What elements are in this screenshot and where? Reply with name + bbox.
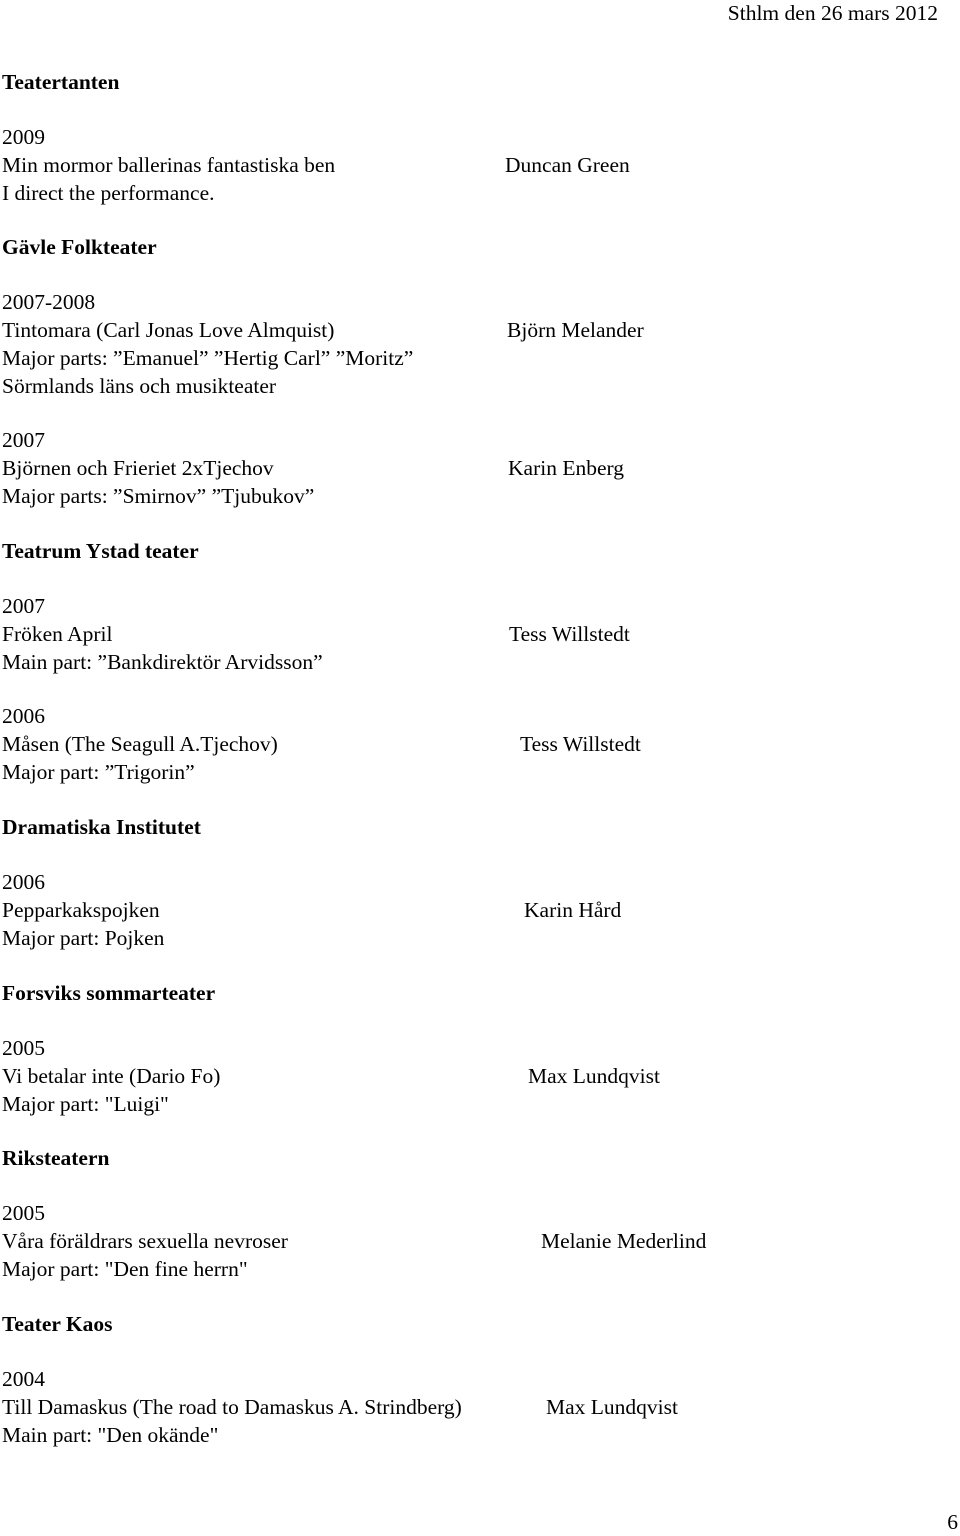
entry-director: Karin Hård [524, 898, 622, 922]
section-heading: Teatertanten [2, 70, 120, 94]
entry-role: Major part: Pojken [2, 926, 165, 950]
entry-title: Vi betalar inte (Dario Fo) [2, 1064, 221, 1088]
entry-director: Tess Willstedt [509, 622, 630, 646]
entry-director: Max Lundqvist [528, 1064, 660, 1088]
entry-title: Måsen (The Seagull A.Tjechov) [2, 732, 278, 756]
document-date: Sthlm den 26 mars 2012 [727, 1, 938, 25]
entry-director: Max Lundqvist [546, 1395, 678, 1419]
section-heading: Teater Kaos [2, 1312, 113, 1336]
section-heading: Teatrum Ystad teater [2, 539, 199, 563]
entry-year: 2005 [2, 1201, 45, 1225]
entry-title: Min mormor ballerinas fantastiska ben [2, 153, 336, 177]
entry-year: 2004 [2, 1367, 45, 1391]
entry-title: Våra föräldrars sexuella nevroser [2, 1229, 288, 1253]
entry-year: 2005 [2, 1036, 45, 1060]
entry-title: Pepparkakspojken [2, 898, 160, 922]
page-number: 6 [947, 1510, 958, 1534]
entry-extra: Sörmlands läns och musikteater [2, 374, 277, 398]
section-heading: Riksteatern [2, 1146, 110, 1170]
entry-year: 2007 [2, 594, 45, 618]
entry-director: Tess Willstedt [520, 732, 641, 756]
entry-director: Duncan Green [505, 153, 630, 177]
section-heading: Gävle Folkteater [2, 235, 157, 259]
entry-role: I direct the performance. [2, 181, 215, 205]
entry-director: Melanie Mederlind [541, 1229, 707, 1253]
entry-role: Major part: "Den fine herrn" [2, 1257, 248, 1281]
entry-year: 2006 [2, 870, 45, 894]
entry-director: Björn Melander [507, 318, 644, 342]
entry-role: Major parts: ”Smirnov” ”Tjubukov” [2, 484, 315, 508]
entry-year: 2007 [2, 428, 45, 452]
entry-role: Major parts: ”Emanuel” ”Hertig Carl” ”Moritz” [2, 346, 414, 370]
entry-year: 2009 [2, 125, 45, 149]
entry-role: Major part: "Luigi" [2, 1092, 169, 1116]
entry-title: Tintomara (Carl Jonas Love Almquist) [2, 318, 335, 342]
section-heading: Dramatiska Institutet [2, 815, 201, 839]
entry-title: Till Damaskus (The road to Damaskus A. Strindberg) [2, 1395, 462, 1419]
entry-year: 2007-2008 [2, 290, 96, 314]
entry-role: Major part: ”Trigorin” [2, 760, 195, 784]
section-heading: Forsviks sommarteater [2, 981, 216, 1005]
entry-title: Björnen och Frieriet 2xTjechov [2, 456, 274, 480]
entry-year: 2006 [2, 704, 45, 728]
entry-director: Karin Enberg [508, 456, 625, 480]
entry-title: Fröken April [2, 622, 113, 646]
entry-role: Main part: "Den okände" [2, 1423, 219, 1447]
entry-role: Main part: ”Bankdirektör Arvidsson” [2, 650, 323, 674]
